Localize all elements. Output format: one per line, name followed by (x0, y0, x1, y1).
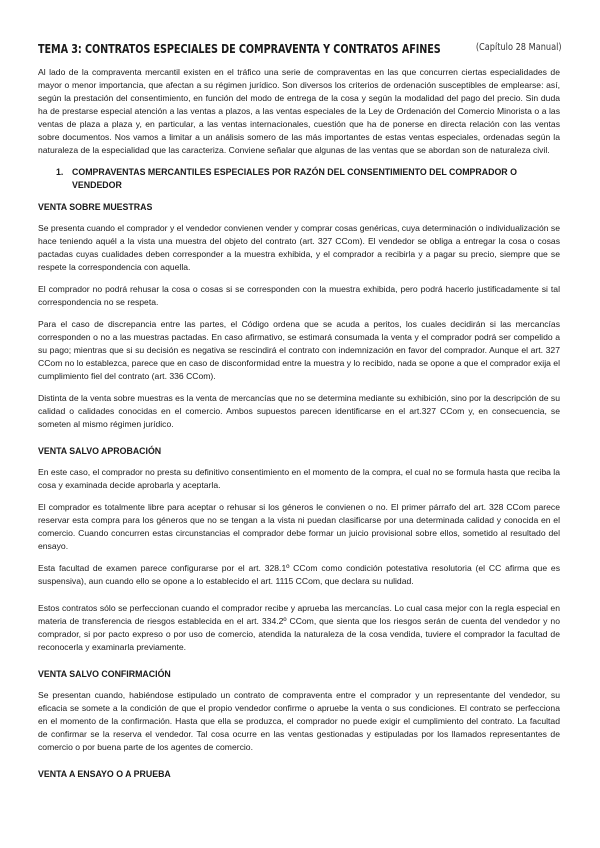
paragraph: Se presentan cuando, habiéndose estipulado un contrato de compraventa entre el comprador y un representante del vendedor, su eficacia se somete a la condición de que el propio vendedor confirme o apruebe la venta o sus condiciones. El contrato se perfecciona en el momento de la confirmación. Hasta que ella se produzca, el comprador no puede exigir el cumplimiento del contrato. La facultad de confirmar se la reserva el vendedor. Tal cosa ocurre en las ventas gestionadas y estipuladas por los llamados representantes de comercio o por buena parte de los agentes de comercio. (38, 690, 560, 752)
paragraph: Para el caso de discrepancia entre las partes, el Código ordena que se acuda a peritos, los cuales decidirán si las mercancías corresponden o no a las muestras pactadas. En caso afirmativo, se estimará consumada la venta y el comprador podrá ser compelido a su pago; mientras que si su decisión es negativa se rescindirá el contrato con indemnización en favor del comprador. Aunque el art. 327 CCom no lo establezca, parece que en caso de disconformidad entre la muestra y lo recibido, nada se opone a que el comprador exija el cumplimiento fiel del contrato (art. 336 CCom). (38, 319, 560, 381)
section-heading-1 (56, 166, 560, 192)
heading-venta-salvo-aprobacion: VENTA SALVO APROBACIÓN (38, 446, 162, 456)
paragraph: Distinta de la venta sobre muestras es la venta de mercancías que no se determina mediante su exhibición, sino por la descripción de su calidad o calidades conocidas en el comercio. Ambos supuestos parecen identificarse en el art.327 CCom y, en consecuencia, se someten al mismo régimen jurídico. (38, 393, 560, 429)
document-body (38, 66, 560, 789)
paragraph: Estos contratos sólo se perfeccionan cuando el comprador recibe y aprueba las mercancías. Lo cual casa mejor con la regla especial en materia de transferencia de riesgos establecida en el art. 334.2º CCom, que sienta que los riesgos serán de cuenta del vendedor y no comprador, si por pacto expreso o por uso de comercio, atendida la naturaleza de la cosa vendida, tuviere el comprador la facultad de reconocerla y examinarla previamente. (38, 603, 560, 652)
paragraph: El comprador no podrá rehusar la cosa o cosas si se corresponden con la muestra exhibida, pero podrá hacerlo justificadamente si tal correspondencia no se respeta. (38, 284, 560, 307)
paragraph: El comprador es totalmente libre para aceptar o rehusar si los géneros le convienen o no. El primer párrafo del art. 328 CCom parece reservar esta compra para los géneros que no se tengan a la vista ni puedan clasificarse por una determinada calidad y conocida en el comercio. Cuando concurren estas circunstancias el comprador debe formar un juicio provisional sobre ellos, sometido al resultado del ensayo. (38, 502, 560, 551)
heading-venta-sobre-muestras: VENTA SOBRE MUESTRAS (38, 202, 153, 212)
document-title (38, 40, 562, 58)
intro-paragraph: Al lado de la compraventa mercantil existen en el tráfico una serie de compraventas en las que concurren ciertas especialidades de mayor o menor importancia, que afectan a su régimen jurídico. Son diversos los criterios de ordenación susceptibles de emplearse: así, según la prestación del consentimiento, en función del modo de entrega de la cosa y según la modalidad del pago del precio. Sin duda ha de prestarse especial atención a las ventas a plazos, a las ventas especiales de la Ley de Ordenación del Comercio Minorista o a las ventas de plaza a plaza y, en particular, a las ventas internacionales, cuestión que ha de ponerse en directa relación con las ventas sobre documentos. Nos vamos a limitar a un análisis somero de las más importantes de estas ventas especiales, ordenadas según la naturaleza de la especialidad que las caracteriza. Conviene señalar que algunas de las ventas que se abordan son de naturaleza civil. (38, 67, 560, 155)
heading-venta-salvo-confirmacion: VENTA SALVO CONFIRMACIÓN (38, 669, 171, 679)
heading-venta-a-ensayo: VENTA A ENSAYO O A PRUEBA (38, 769, 171, 779)
paragraph: Esta facultad de examen parece configurarse por el art. 328.1º CCom como condición potestativa resolutoria (el CC afirma que es suspensiva), aun cuando ello se opone a lo establecido el art. 1115 CCom, que declara su nulidad. (38, 563, 560, 586)
paragraph: En este caso, el comprador no presta su definitivo consentimiento en el momento de la compra, el cual no se formula hasta que reciba la cosa y examinada decide aprobarla y aceptarla. (38, 467, 560, 490)
title-chapter-reference: (Capítulo 28 Manual) (476, 42, 562, 53)
paragraph: Se presenta cuando el comprador y el vendedor convienen vender y comprar cosas genéricas, cuya determinación o individualización se hace teniendo aquél a la vista una muestra del objeto del contrato (art. 327 CCom). El vendedor se obliga a entregar la cosa o cosas pactadas cuyas cualidades deben corresponder a la muestra exhibida, y el comprador a recibirla y a pagar su precio, siempre que se respete la correspondencia con aquella. (38, 223, 560, 272)
section-title: COMPRAVENTAS MERCANTILES ESPECIALES POR RAZÓN DEL CONSENTIMIENTO DEL COMPRADOR O VENDEDOR (72, 167, 517, 190)
section-number: 1. (56, 167, 64, 177)
title-main: TEMA 3: CONTRATOS ESPECIALES DE COMPRAVENTA Y CONTRATOS AFINES (38, 41, 441, 56)
